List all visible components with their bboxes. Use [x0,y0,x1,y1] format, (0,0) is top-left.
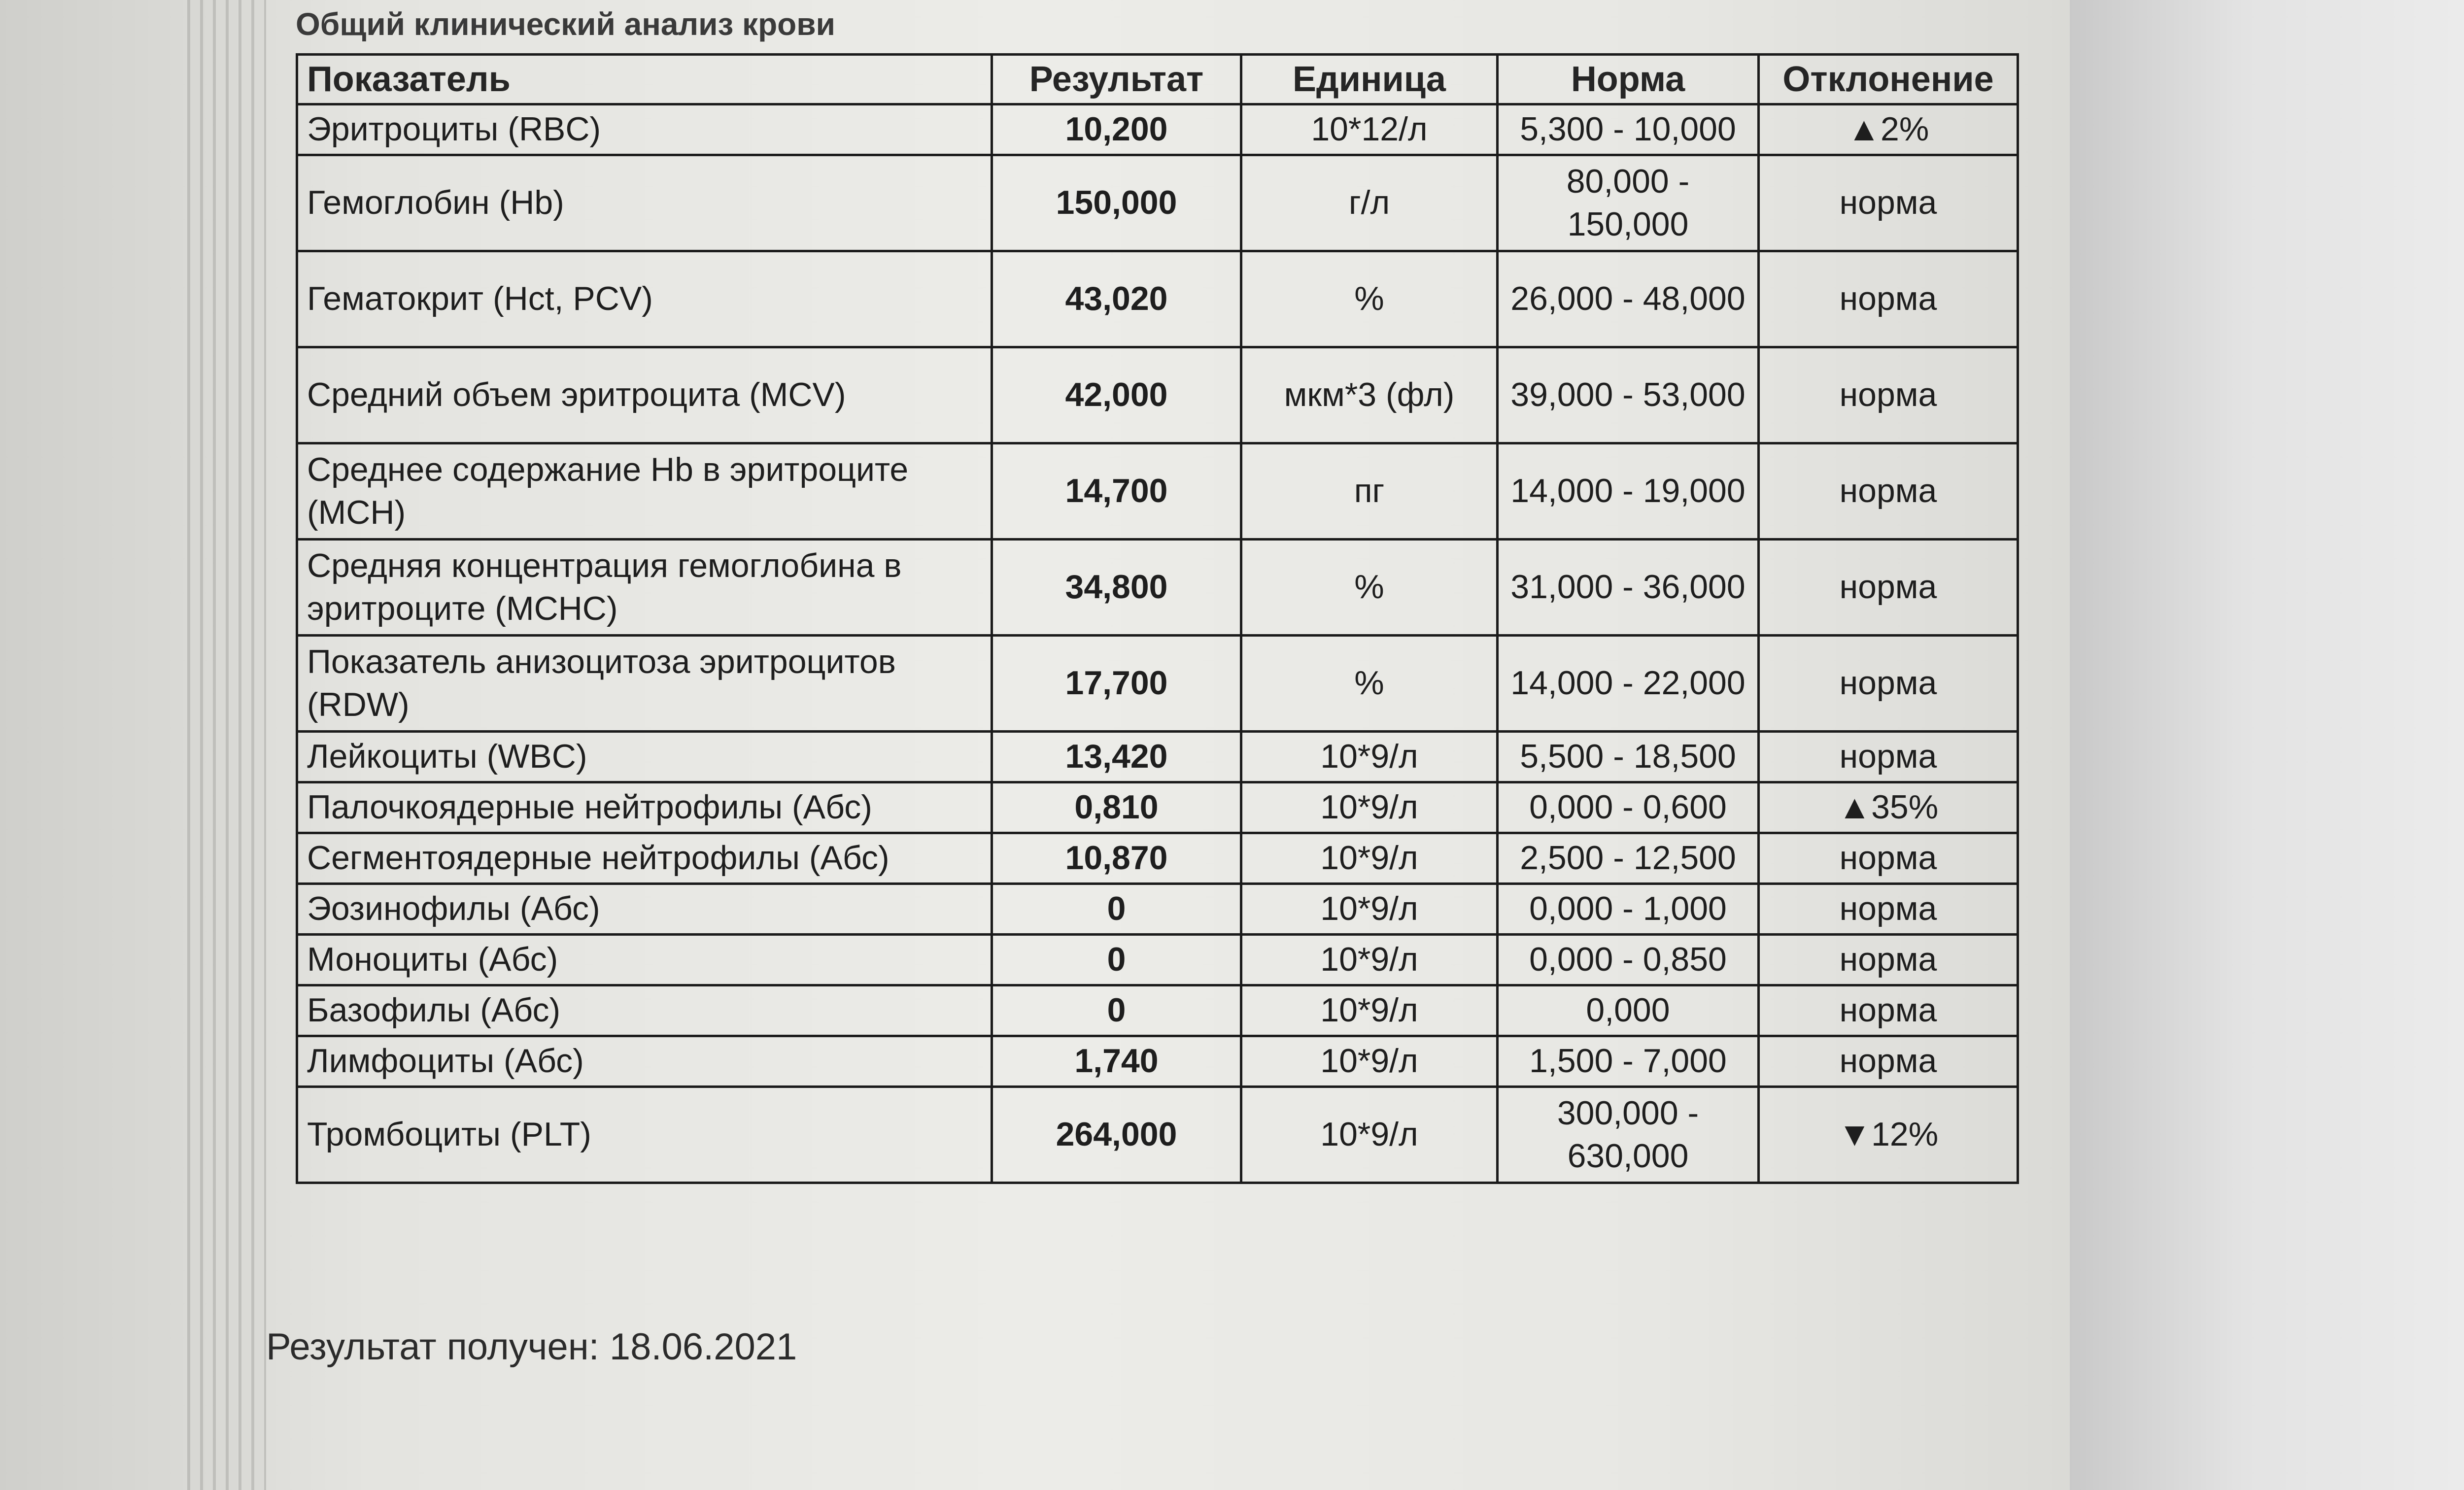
row-norm: 14,000 - 22,000 [1498,636,1759,732]
row-result: 10,870 [992,833,1241,884]
row-norm: 26,000 - 48,000 [1498,251,1759,347]
row-name: Моноциты (Абс) [297,935,992,985]
row-name: Лейкоциты (WBC) [297,732,992,782]
table-row [297,104,2018,155]
row-result: 43,020 [992,251,1241,347]
row-norm: 0,000 - 1,000 [1498,884,1759,935]
row-result: 264,000 [992,1087,1241,1183]
row-deviation: норма [1759,540,2018,636]
row-norm: 14,000 - 19,000 [1498,443,1759,540]
row-name: Показатель анизоцитоза эритроцитов (RDW) [297,636,992,732]
row-result: 14,700 [992,443,1241,540]
row-norm: 0,000 - 0,600 [1498,782,1759,833]
row-result: 42,000 [992,347,1241,443]
row-result: 0 [992,985,1241,1036]
row-norm: 31,000 - 36,000 [1498,540,1759,636]
row-unit: 10*12/л [1241,104,1498,155]
row-name: Палочкоядерные нейтрофилы (Абс) [297,782,992,833]
row-name: Базофилы (Абс) [297,985,992,1036]
row-unit: 10*9/л [1241,935,1498,985]
row-deviation: норма [1759,732,2018,782]
table-row [297,1036,2018,1087]
row-result: 17,700 [992,636,1241,732]
header-result: Результат [992,55,1241,104]
row-deviation: норма [1759,833,2018,884]
row-deviation: норма [1759,1036,2018,1087]
row-name: Средняя концентрация гемоглобина в эритроците (MCHC) [297,540,992,636]
result-received-date: Результат получен: 18.06.2021 [266,1326,797,1368]
table-row [297,251,2018,347]
row-norm: 1,500 - 7,000 [1498,1036,1759,1087]
row-name: Тромбоциты (PLT) [297,1087,992,1183]
header-unit: Единица [1241,55,1498,104]
row-deviation: норма [1759,251,2018,347]
header-name: Показатель [297,55,992,104]
row-result: 10,200 [992,104,1241,155]
row-unit: 10*9/л [1241,1036,1498,1087]
row-name: Средний объем эритроцита (MCV) [297,347,992,443]
row-deviation: норма [1759,155,2018,251]
row-unit: 10*9/л [1241,732,1498,782]
row-unit: 10*9/л [1241,1087,1498,1183]
row-deviation: норма [1759,985,2018,1036]
table-row [297,985,2018,1036]
row-norm: 80,000 - 150,000 [1498,155,1759,251]
row-name: Гематокрит (Hct, PCV) [297,251,992,347]
table-header-row [297,55,2018,104]
row-unit: % [1241,251,1498,347]
row-unit: 10*9/л [1241,985,1498,1036]
row-result: 1,740 [992,1036,1241,1087]
table-row [297,636,2018,732]
row-deviation: ▼12% [1759,1087,2018,1183]
row-name: Эритроциты (RBC) [297,104,992,155]
row-result: 13,420 [992,732,1241,782]
row-deviation: ▲2% [1759,104,2018,155]
row-unit: мкм*3 (фл) [1241,347,1498,443]
row-unit: 10*9/л [1241,833,1498,884]
row-norm: 5,300 - 10,000 [1498,104,1759,155]
table-row [297,155,2018,251]
lab-results-table [296,53,2019,1184]
row-name: Среднее содержание Hb в эритроците (MCH) [297,443,992,540]
page-fold-edge [187,0,266,1490]
row-unit: пг [1241,443,1498,540]
row-deviation: норма [1759,347,2018,443]
row-result: 0,810 [992,782,1241,833]
row-result: 0 [992,884,1241,935]
row-unit: 10*9/л [1241,782,1498,833]
table-row [297,443,2018,540]
adjacent-page [2070,0,2464,1490]
row-norm: 300,000 - 630,000 [1498,1087,1759,1183]
table-row [297,782,2018,833]
row-unit: % [1241,636,1498,732]
row-name: Эозинофилы (Абс) [297,884,992,935]
row-deviation: норма [1759,443,2018,540]
row-name: Гемоглобин (Hb) [297,155,992,251]
table-row [297,935,2018,985]
row-name: Лимфоциты (Абс) [297,1036,992,1087]
row-result: 34,800 [992,540,1241,636]
header-norm: Норма [1498,55,1759,104]
row-unit: % [1241,540,1498,636]
table-row [297,1087,2018,1183]
row-norm: 2,500 - 12,500 [1498,833,1759,884]
table-row [297,884,2018,935]
row-unit: 10*9/л [1241,884,1498,935]
row-deviation: норма [1759,636,2018,732]
row-deviation: норма [1759,935,2018,985]
row-norm: 39,000 - 53,000 [1498,347,1759,443]
row-deviation: ▲35% [1759,782,2018,833]
row-norm: 5,500 - 18,500 [1498,732,1759,782]
row-result: 150,000 [992,155,1241,251]
row-name: Сегментоядерные нейтрофилы (Абс) [297,833,992,884]
row-deviation: норма [1759,884,2018,935]
table-row [297,732,2018,782]
row-unit: г/л [1241,155,1498,251]
row-result: 0 [992,935,1241,985]
table-row [297,833,2018,884]
header-deviation: Отклонение [1759,55,2018,104]
document-title: Общий клинический анализ крови [296,6,835,42]
table-row [297,540,2018,636]
row-norm: 0,000 - 0,850 [1498,935,1759,985]
row-norm: 0,000 [1498,985,1759,1036]
table-row [297,347,2018,443]
